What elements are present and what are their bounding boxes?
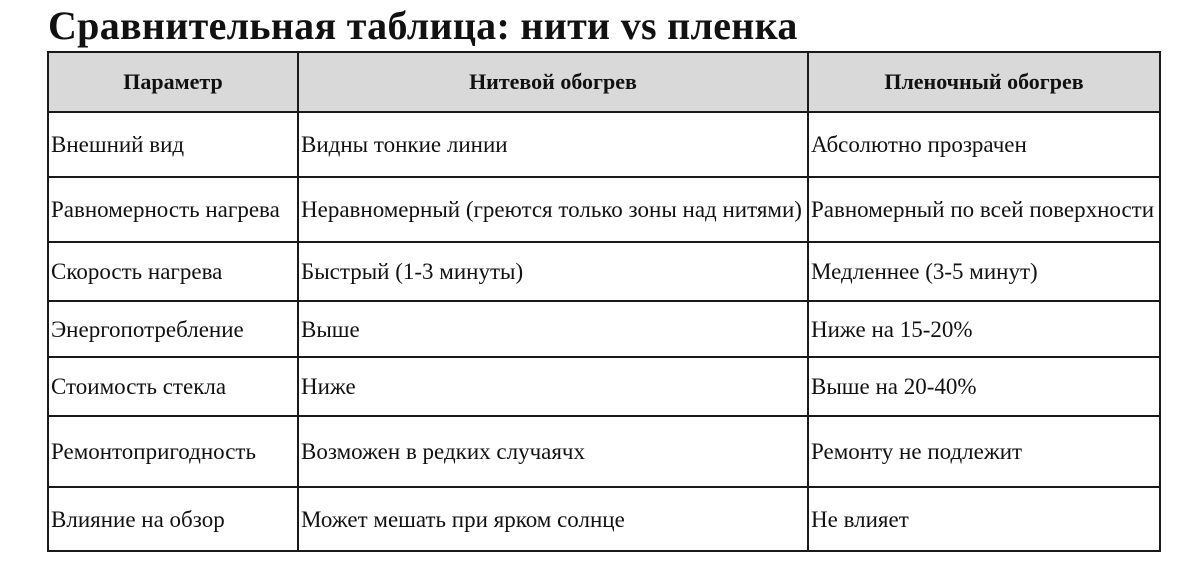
film-heating-cell: Не влияет (808, 487, 1160, 551)
film-heating-cell: Равномерный по всей поверхности (808, 177, 1160, 242)
row-parameter-cell: Внешний вид (48, 112, 298, 177)
wire-heating-cell: Ниже (298, 357, 808, 416)
table-row (48, 416, 1160, 487)
wire-heating-cell: Выше (298, 301, 808, 357)
table-row (48, 112, 1160, 177)
row-parameter-cell: Энергопотребление (48, 301, 298, 357)
comparison-table (47, 51, 1161, 552)
film-heating-cell: Ниже на 15-20% (808, 301, 1160, 357)
table-header (48, 52, 1160, 112)
row-parameter-cell: Ремонтопригодность (48, 416, 298, 487)
table-body (48, 112, 1160, 551)
film-heating-cell: Абсолютно прозрачен (808, 112, 1160, 177)
row-parameter-cell: Стоимость стекла (48, 357, 298, 416)
wire-heating-cell: Неравномерный (греются только зоны над нитями) (298, 177, 808, 242)
table-row (48, 357, 1160, 416)
header-row (48, 52, 1160, 112)
film-heating-cell: Ремонту не подлежит (808, 416, 1160, 487)
table-row (48, 301, 1160, 357)
wire-heating-cell: Быстрый (1-3 минуты) (298, 242, 808, 301)
table-row (48, 242, 1160, 301)
film-heating-cell: Выше на 20-40% (808, 357, 1160, 416)
column-header-parameter: Параметр (48, 52, 298, 112)
row-parameter-cell: Равномерность нагрева (48, 177, 298, 242)
wire-heating-cell: Видны тонкие линии (298, 112, 808, 177)
column-header-wire-heating: Нитевой обогрев (298, 52, 808, 112)
wire-heating-cell: Возможен в редких случаячх (298, 416, 808, 487)
table-row (48, 487, 1160, 551)
page-title: Сравнительная таблица: нити vs пленка (48, 3, 798, 48)
row-parameter-cell: Влияние на обзор (48, 487, 298, 551)
wire-heating-cell: Может мешать при ярком солнце (298, 487, 808, 551)
column-header-film-heating: Пленочный обогрев (808, 52, 1160, 112)
film-heating-cell: Медленнее (3-5 минут) (808, 242, 1160, 301)
table-row (48, 177, 1160, 242)
row-parameter-cell: Скорость нагрева (48, 242, 298, 301)
